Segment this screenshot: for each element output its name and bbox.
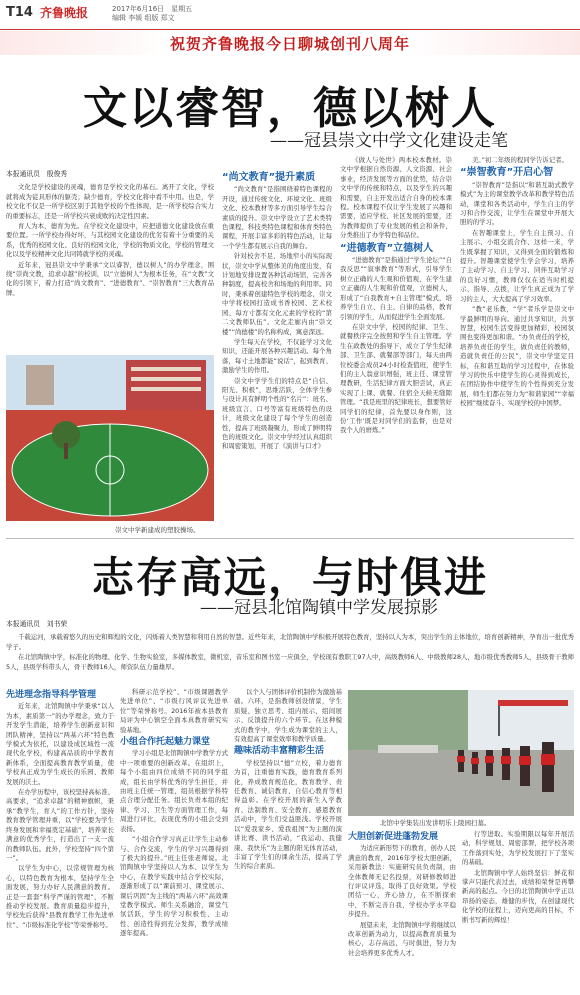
- article2-section3-head: 趣味活动丰富精彩生活: [234, 746, 325, 757]
- paragraph: 展望未来，北馆陶镇中学将继续以改革创新为动力，以提高教育质量为核心，志存高远，与时俱进，努力为社会培养更多优秀人才。: [348, 920, 456, 957]
- article1-col2: [222, 170, 332, 453]
- paragraph: 在办学历程中，该校坚持高标准、高要求，“追求卓越”的精神旗帜，秉承“教学生，育人”的工作方针，坚持教育教学管理并重，以“学校要为学生终身发展和幸福奠定基础”，培养家长满意的优秀学生，打造出了一支一流的教师队伍。此外，学校坚持“四个第一”。: [6, 788, 114, 862]
- paragraph: “小组合作学习真正让学生主动参与、合作交流，学生的学习兴趣得到了极大的提升。”班主任张老师说。北馆陶镇中学坚持以人为本、以学生为中心，在教学实践中结合学校实际，逐渐形成了以“课前预习、课堂展示、课后巩固”为主线的“两基六环”高效课堂教学模式。师生关系融洽，课堂气氛活跃，学生的学习积极性、主动性、创造性得到充分发挥，教学成绩逐年提高。: [120, 835, 228, 938]
- paragraph: 近年来，北馆陶镇中学秉承“以人为本，素质第一”的办学理念，致力于开发学生潜能，培养学生创新意识和团队精神，坚持以“两基六环”特色教学模式为依托，以建设成区域性一流现代化学校，构建高品质的中学教育新体系，全面提高教育教学质量，使学校真正成为学生成长的乐园、教师发展的沃土。: [6, 702, 114, 786]
- article2-col1: [6, 688, 114, 931]
- article2-section4-head: 大胆创新促进蓬勃发展: [348, 832, 439, 842]
- paragraph: “教”老乐教，“学”者乐学是崇文中学最鲜明的导向。通过共享知识，共享智慧，校园生活变得更加精彩，校园氛围也变得更加和谐。“办负责任的学校，培养负责任的学生，做负责任的教师，造就负责任的公民”，崇文中学坚定目标，在和谐互助的学习过程中，在体验学习的快乐中使学生的心灵得到成长，在团结协作中使学生的个性得到充分发展，师生们都在努力为“和谐家园”“幸福校园”继续奋斗、实现学校的中国梦。: [460, 305, 574, 408]
- article1-subtitle: ——冠县崇文中学文化建设走笔: [270, 131, 508, 151]
- article1-title: 文以睿智，德以树人: [83, 83, 497, 134]
- paragraph: “崇智教育”是指以“和谐互助式教学模式”为主的课堂教学改革和教学特色活动，课堂和各类活动中，学生自主的学习和合作交流，让学生在课堂中开展大胆的的学习。: [460, 180, 574, 227]
- paragraph: 学校坚持以“德”立校，着力德育为首，注重德育实践，德育教育系列化，养成教育规范化，教育教学、责任教育、诚信教育、自信心教育等相得益彰。在学校开展的新生入学教育、法制教育、安全教育、感恩教育活动中，学生们受益匪浅。学校开展以“爱我家乡、爱我祖国”为主题的演讲比赛、读书活动，“我运动、我健康、我快乐”为主题的阳光体育活动，丰富了学生们的课余生活，提高了学生的综合素质。: [234, 758, 342, 871]
- page-number: T14: [6, 5, 33, 20]
- article1-intro-p3: 近年来，冠县崇文中学秉承“文以睿智，德以树人”的办学理念，围绕“崇尚文教，追求卓越”的校训，以“立德树人”为根本任务，在“文教”文化的引领下，着力打造“尚文教育”、“进德教育”、“崇智教育”三大教育品牌。: [6, 260, 214, 297]
- date: 2017年6月16日 星期五: [112, 5, 193, 13]
- article2-title: 志存高远，与时俱进: [91, 553, 488, 602]
- article2-intro: [6, 620, 574, 673]
- article2-author: 本报通讯员 刘书荣: [6, 620, 68, 628]
- paragraph: 学生每天在学校，不仅能学习文化知识，还能开展各种兴趣活动。每个角落，每寸土地都能“说话”，起到教育、激励学生的作用。: [222, 337, 332, 375]
- article2-subtitle: ——冠县北馆陶镇中学发展掠影: [200, 598, 438, 618]
- paragraph: 以个人与团体评价机制作为激励基础。六环，是指教师创设情景，学生质疑、独立思考、组内展示、组间展示、反馈提升的六个环节。在这种模式的教学中，学生成为课堂的主人，有效提高了课堂效率和教学质量。: [234, 688, 342, 744]
- paragraph: 学习小组是北馆陶镇中学教学方式中一项重要的创新改革。在组织上，每个小组由四位成绩不同的同学组成，组长由学科优秀的学生担任，并由班主任统一管理，组员根据学科特点合理分配任务。组长负责本组的纪律、学习、卫生等方面管理工作，每周进行评比，表现优秀的小组会受到表扬。: [120, 749, 228, 833]
- anniversary-banner: [0, 31, 580, 55]
- article-divider: [6, 538, 574, 539]
- article1-author: 本报通讯员 殷俊秀: [6, 170, 68, 178]
- article1-photo-caption: 崇文中学新建成的塑胶操场。: [115, 526, 200, 534]
- article2-photo-procession: [348, 690, 574, 816]
- banner-text: 祝贺齐鲁晚报今日聊城创刊八周年: [169, 35, 410, 53]
- paragraph: 为适应新形势下的教育，创办人民满意的教育，2016年学校大胆创新，采用新教法：实施研究员负责制，由全体教师无记名投票，对研修教师进行评议评选，取得了良好效果。学校团结一心，齐心协力，在不断探索中，不断完善自我，学校办学水平稳步提升。: [348, 844, 456, 919]
- article2-section1-head: 先进理念指导科学管理: [6, 690, 97, 700]
- paragraph: 崇文中学学生们的特点是“自信、阳光、积极”，思维活跃，全体学生参与设计具有鲜明个性的“名片”：班名、班级宣言、口号等富有班级特色的设计，班级文化建设了每个学生的创造性，提高了班级凝聚力，形成了鲜明特色的班级文化。崇文中学经过认真组织和周密策划，开展了《演讲与口才》: [222, 376, 332, 451]
- article1-section1-head: “尚文教育”提升素质: [222, 172, 316, 183]
- article1-col3: [340, 156, 452, 437]
- paragraph: “进德教育”是指通过“学生论坛”“自我反思”“叙事教育”等形式，引导学生树立正确的人生观和价值观，在学生建立正确的人生观和价值观，立德树人，形成了“自我教育+自主管理”模式，培养学生自立、自主、自律的品格，教育引领的学生，从而促进学生全面发展。: [340, 256, 452, 321]
- paragraph: 科研示范学校”、“市级课题教学先进单位”、“市级行风评议先进单位”等荣誉称号。2016年被本县教育局评为中心镇空全面本真教育研究实验基地。: [120, 688, 228, 734]
- article2-col5: [462, 830, 574, 926]
- paragraph: “尚文教育”是指围绕着特色课程的开设，通过传统文化、环境文化、班级文化、校本教材等多方面引导学生综合素质的提升。崇文中学设立了艺术类特色课程、科技类特色课程和体育类特色课程，开展丰富多彩的特色活动，让每一个学生都有展示自我的舞台。: [222, 185, 332, 250]
- paragraph: 行等进取。实验期限以每年开展活动，科学规划、周密部署，把学校各项工作落到实处，为学校发展打下了坚实的基础。: [462, 830, 574, 867]
- paragraph: 北馆陶镇中学人始终坚信：鲜花和掌声只能代表过去，成绩和荣誉是再攀新高的起点。今日的北馆陶镇中学正以昂扬的姿态，雄健的步伐，在创建现代化学校的征程上，迈向更高的目标，不断书写新的辉煌！: [462, 868, 574, 924]
- paragraph: 《做人与处世》两本校本教材。崇文中学根据自然资源、人文资源、社会事业，经济发展等方面的优势，结合崇文中学的传统和特点，以及学生的兴趣和需要，自主开发出适合自身的校本课程。校本课程不仅让学生发展了兴趣和需要，适应学校、社区发展的需要，还为教师提供了专业发展的机会和条件，分类推出了办学特色和品位。: [340, 156, 452, 240]
- paragraph: 在北馆陶镇中学，标准化的物理、化学、生物实验室，多媒体教室，微机室，音乐室和图书室一应俱全，学校现有教职工97人中，高级教师6人、中级教师28人，地市级优秀教师5人，县级骨干教师5人，县级学科带头人，骨干教师16人，师资队伍力量雄厚。: [6, 653, 574, 671]
- article1-intro-p2: 育人为本，德育为先。在学校文化建设中，应把道德文化建设放在重要位置。一所学校办得好坏，与其校园文化建设的优劣有着十分重要的关系，优秀的校园文化、良好的校园文化，学校的物质文化，学校的管理文化以及学校精神文化共同铸就学校的灵魂。: [6, 222, 214, 259]
- paragraph: 在智趣课堂上，学生自主预习、自主展示、小组交流合作、这样一来，学生既掌握了知识，又得到全面的锻炼和提升。智趣课堂使学生学会学习，培养了主动学习、自主学习、同伴互助学习的良好习惯，教师仅仅在适当时机提示、指导、点拨，让学生真正成为了学习的主人，大大提高了学习效率。: [460, 228, 574, 303]
- article1-section3-head: “崇智教育”开启心智: [460, 167, 554, 179]
- article1-photo-stadium: [6, 355, 214, 521]
- article1-section2-head: “进德教育”立德树人: [340, 242, 434, 254]
- newspaper-logo: 齐鲁晚报: [40, 6, 89, 20]
- paragraph: 针对校舍不足、场地窄小的实际现状，崇文中学从整体美的角度出发，有计划地安排设置各种活动场馆，完善各种制度，提高校舍和场地的利用率。同时，秉承着创建特色学校的理念，崇文中学将校园打造成书香校园、艺术校园、每方寸都有文化元素的学校的“第二文教师队伍”。文化走廊内由“崇文楼”“尚德楼”的名称构成，寓意深远。: [222, 252, 332, 336]
- page-header: [0, 0, 580, 30]
- paragraph: 美。”初二年级的程同学告诉记者。: [472, 156, 568, 164]
- article2-section2-head: 小组合作托起魅力课堂: [120, 737, 211, 748]
- article1-intro-p1: 文化是学校建设的灵魂，德育是学校文化的基石。离开了文化，学校就将成为徒具形体的躯壳；缺少德育，学校文化将中看不中用。也是，学校文化不仅是一所学校区别于其他学校的个性体现，是一所学校综合实力的重要标志，还是一所学校兴衰成败的决定性因素。: [6, 183, 214, 220]
- article2-photo-caption: 北馆中学集装出发讲明乐上陵园扫墓。: [380, 819, 491, 827]
- article2-col3: [234, 688, 342, 873]
- article2-col4: [348, 830, 456, 959]
- paragraph: 以学生为中心，以常规管理为核心，以特色教育为根本，坚持学生全面发展，努力办好人民满意的教育。正是一套套“科学严谨的管理”，不断推动学校发展。教育质量稳步提升，学校先后获得“县教育教学工作先进单位”、“市级标准化学校”等荣誉称号。: [6, 864, 114, 929]
- article1-col1: [6, 170, 214, 299]
- paragraph: 在崇文中学，校园的纪律、卫生、就餐秩序完全按照和学生自主管理。学生在政教处的指导下，成立了学生纪律部、卫生部、就餐部等部门，每天由两位校委会成员24小时检查值班，使学生们的主人翁意识增强，班主任、课堂管理教研，生活纪律方面大胆尝试，真正实现了上课、就餐、住宿全天候无缝隙管理。“我是班里的纪律班长，想要管好同学们的纪律，首先要以身作则，这份‘工作’既是对同学们的监督，也是对我个人的磨炼。”: [340, 322, 452, 435]
- article2-col2: [120, 688, 228, 940]
- paragraph: 千载运河，承载着悠久的历史和辉煌的文化，闪烁着人类智慧和利用自然的智慧。近些年来，北馆陶镇中学积极开展特色教育，坚持以人为本，突出学生的主体地位，培育创新精神，孕育出一批优秀学子。: [6, 633, 574, 651]
- article1-col4: [460, 156, 574, 410]
- dateline: [112, 5, 192, 23]
- editors: 编辑 李媛 组版 郑文: [112, 14, 175, 22]
